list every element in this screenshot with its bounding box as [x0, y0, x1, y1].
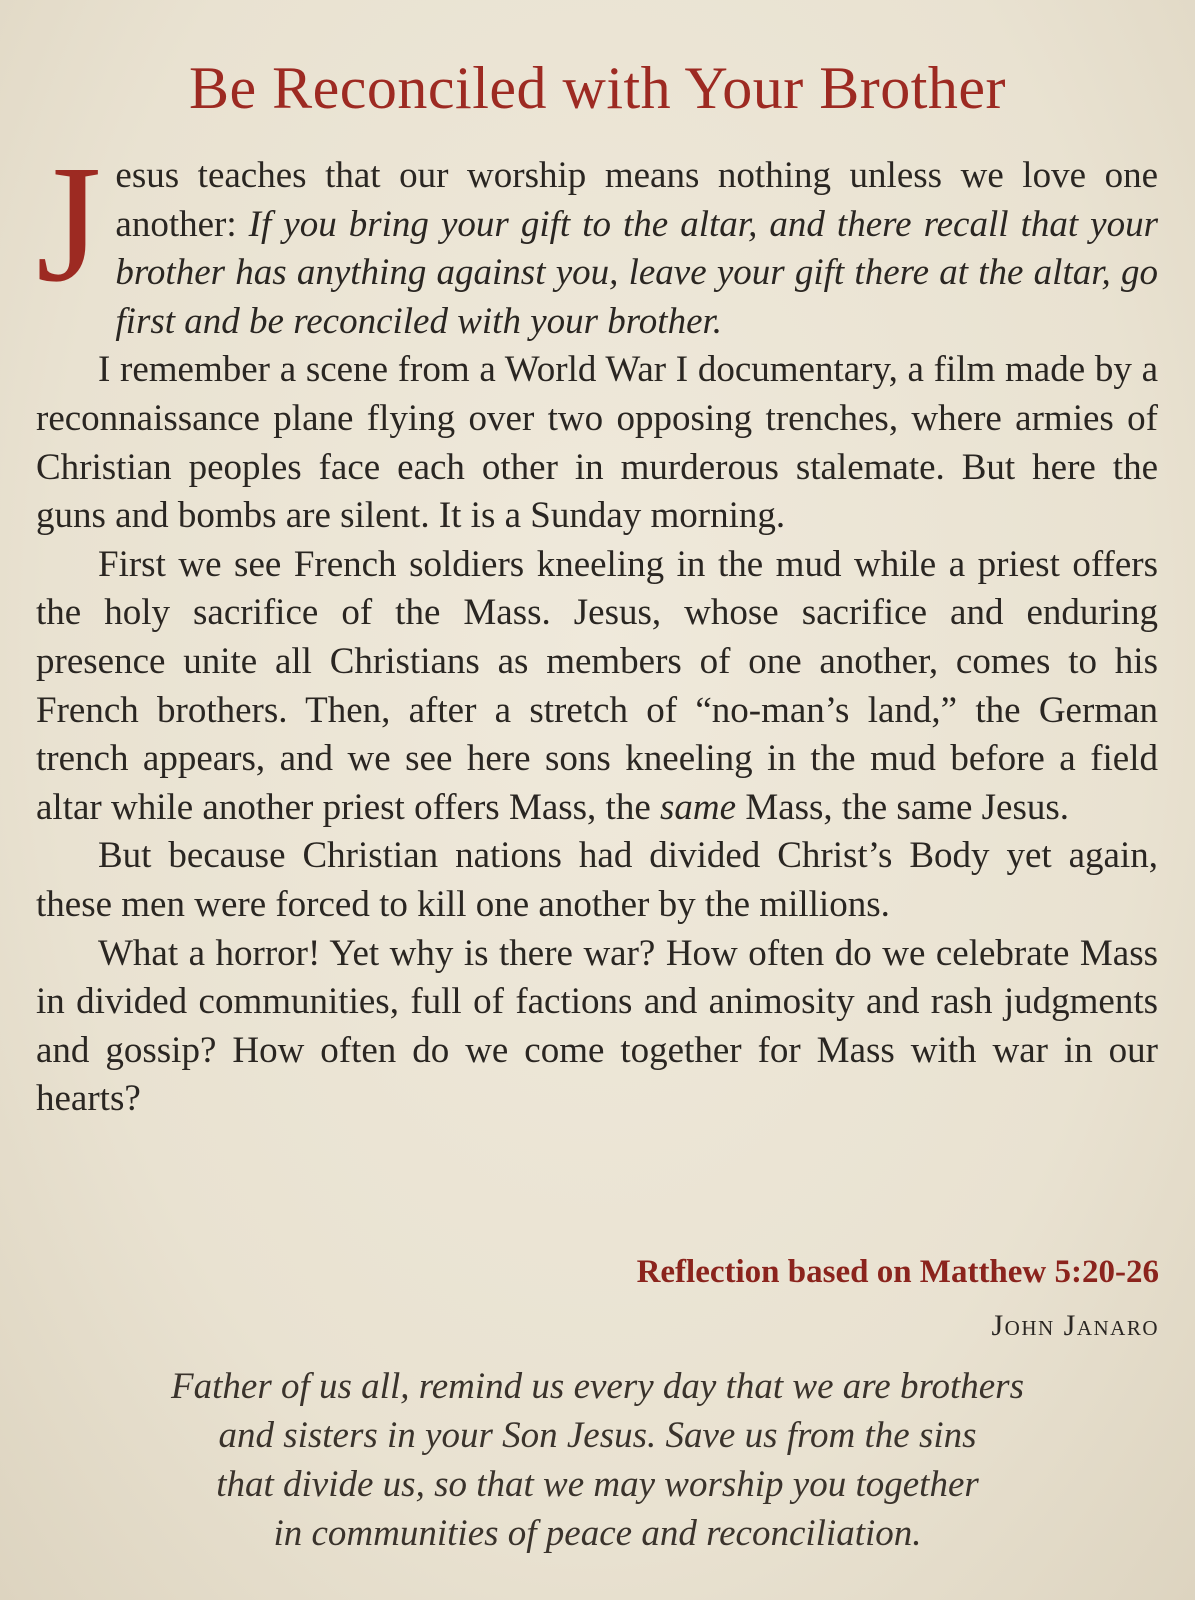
- reflection-body: [36, 131, 1158, 1124]
- scripture-quote: If you bring your gift to the altar, and there recall that your brother has anything against you, leave your gift there at the altar, go first and be reconciled with your brother.: [115, 203, 1158, 342]
- paragraph-4: But because Christian nations had divided Christ’s Body yet again, these men were forced to kill one another by the millions.: [36, 835, 1158, 925]
- paragraph-1-text: esus teaches that our worship means nothing unless we love one another:: [115, 155, 1158, 245]
- prayer-line: that divide us, so that we may worship you together: [216, 1464, 979, 1505]
- paragraph-1: [36, 131, 1158, 346]
- paragraph-3-emphasis: same: [660, 786, 737, 828]
- paragraph-3: [36, 541, 1158, 833]
- paragraph-2: I remember a scene from a World War I documentary, a film made by a reconnaissance plane flying over two opposing trenches, where armies of Christian peoples face each other in murderous stalemate. But here the guns and bombs are silent. It is a Sunday morning.: [36, 349, 1158, 537]
- paragraph-5: What a horror! Yet why is there war? How often do we celebrate Mass in divided communities, full of factions and animosity and rash judgments and gossip? How often do we come together for Mass with war in our hearts?: [36, 932, 1158, 1120]
- drop-cap: J: [36, 131, 102, 317]
- prayer-line: in communities of peace and reconciliation.: [273, 1513, 922, 1554]
- scripture-reference: Reflection based on Matthew 5:20-26: [636, 1254, 1159, 1290]
- paragraph-3-text-b: Mass, the same Jesus.: [736, 786, 1070, 828]
- page-title: Be Reconciled with Your Brother: [188, 55, 1007, 121]
- closing-prayer: [60, 1362, 1135, 1558]
- author-name: John Janaro: [991, 1309, 1159, 1342]
- prayer-line: and sisters in your Son Jesus. Save us from the sins: [218, 1415, 977, 1456]
- prayer-line: Father of us all, remind us every day that we are brothers: [171, 1366, 1024, 1407]
- paragraph-3-text-a: First we see French soldiers kneeling in the mud while a priest offers the holy sacrifice of the Mass. Jesus, whose sacrifice and enduring presence unite all Christians as members of one another, comes to his French brothers. Then, after a stretch of “no-man’s land,” the German trench appears, and we see here sons kneeling in the mud before a field altar while another priest offers Mass, the: [36, 543, 1158, 828]
